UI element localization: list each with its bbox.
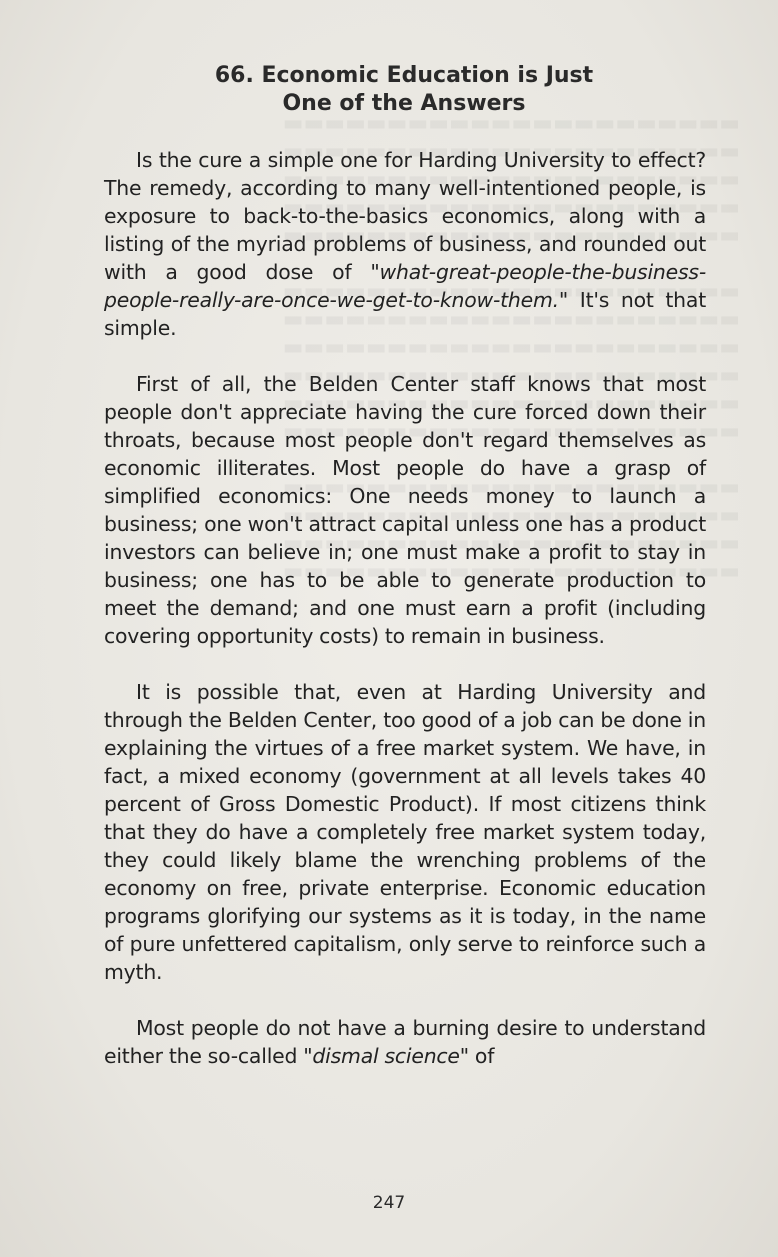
chapter-title-line-2: One of the Answers <box>282 91 526 116</box>
page-number: 247 <box>372 1193 406 1213</box>
chapter-title <box>104 62 704 118</box>
paragraph-4 <box>104 1014 706 1070</box>
paragraph-1-italic: "what-great-people-the-business-people-really-are-once-we-get-to-know-them." <box>104 260 706 312</box>
paragraph-1 <box>104 146 706 342</box>
paragraph-3: It is possible that, even at Harding University and through the Belden Center, too good of a job can be done in explaining the virtues of a free market system. We have, in fact, a mixed economy (government at all levels takes 40 percent of Gross Domestic Product). If most citizens think that they do have a completely free market system today, they could likely blame the wrenching problems of the economy on free, private enterprise. Economic education programs glorifying our systems as it is today, in the name of pure unfettered capitalism, only serve to reinforce such a myth. <box>104 680 706 984</box>
chapter-title-line-1: 66. Economic Education is Just <box>214 63 594 88</box>
paragraph-2: First of all, the Belden Center staff knows that most people don't appreciate having the cure forced down their throats, because most people don't regard themselves as economic illiterates. Most people do have a grasp of simplified economics: One needs money to launch a business; one won't attract capital unless one has a product investors can believe in; one must make a profit to stay in business; one has to be able to generate production to meet the demand; and one must earn a profit (including covering opportunity costs) to remain in business. <box>104 372 706 648</box>
paragraph-4-italic: "dismal science" <box>303 1044 469 1068</box>
paragraph-1-text: Is the cure a simple one for Harding University to effect? The remedy, according to many well-intentioned people, is exposure to back-to-the-basics economics, along with a listing of the myriad problems of business, and rounded out with a good dose of <box>104 148 706 284</box>
paragraph-1-end: It's not that simple. <box>104 288 706 340</box>
body-text <box>104 146 706 1098</box>
paragraph-4-end: of <box>468 1044 495 1068</box>
paragraph-4-text: Most people do not have a burning desire to understand either the so-called <box>104 1016 706 1068</box>
